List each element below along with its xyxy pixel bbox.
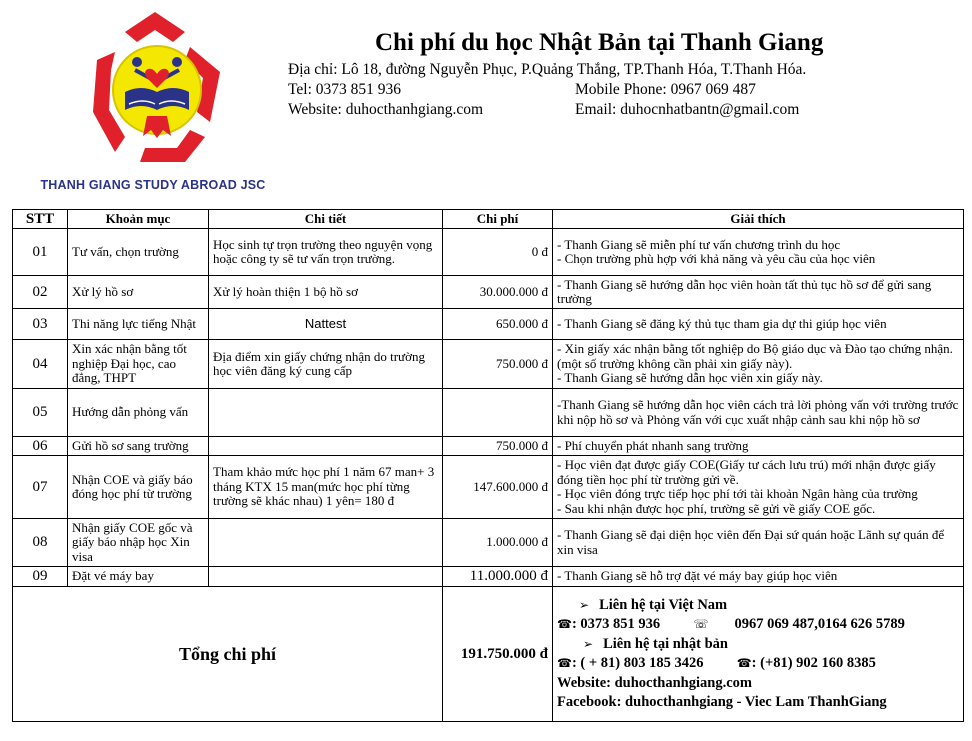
row-stt: 06 [13, 437, 68, 456]
row-cost: 1.000.000 đ [443, 519, 553, 567]
company-logo [28, 10, 278, 195]
row-cost: 147.600.000 đ [443, 456, 553, 519]
row-detail: Nattest [209, 309, 443, 340]
row-detail [209, 389, 443, 437]
header-explain: Giải thích [553, 210, 964, 229]
row-item: Nhận giấy COE gốc và giấy báo nhập học Xin visa [68, 519, 209, 567]
row-item: Đặt vé máy bay [68, 567, 209, 587]
arrow-right-icon: ➢ [583, 636, 594, 651]
table-row [13, 340, 964, 389]
row-explain [553, 340, 964, 389]
contact-info [553, 587, 964, 722]
contact-vn-phone1: : 0373 851 936 [571, 616, 661, 632]
contact-website: Website: duhocthanhgiang.com [557, 674, 752, 691]
row-cost: 30.000.000 đ [443, 276, 553, 309]
row-explain [553, 389, 964, 437]
explain-line: - Thanh Giang sẽ đăng ký thủ tục tham gia dự thi giúp học viên [557, 315, 887, 331]
telephone: Tel: 0373 851 936 [288, 81, 402, 98]
row-stt: 03 [13, 309, 68, 340]
mobile-phone: Mobile Phone: 0967 069 487 [575, 81, 756, 98]
contact-jp-phone2: : (+81) 902 160 8385 [751, 655, 876, 671]
row-item: Xin xác nhận bằng tốt nghiệp Đại học, cao đẳng, THPT [68, 340, 209, 389]
row-item: Thi năng lực tiếng Nhật [68, 309, 209, 340]
table-row [13, 456, 964, 519]
row-explain [553, 309, 964, 340]
explain-line: - Xin giấy xác nhận bằng tốt nghiệp do Bộ giáo dục và Đào tạo chứng nhận.(một số trường không cần phải xin giấy này). [557, 341, 953, 371]
row-stt: 05 [13, 389, 68, 437]
row-detail: Học sinh tự trọn trường theo nguyện vọng hoặc công ty sẽ tư vấn trọn trường. [209, 229, 443, 276]
explain-line: - Phí chuyển phát nhanh sang trường [557, 437, 749, 453]
phone-icon: ☎ [557, 617, 572, 631]
phone-icon: ☎ [557, 656, 572, 670]
header-item: Khoản mục [68, 210, 209, 229]
cost-table [12, 209, 964, 722]
website: Website: duhocthanhgiang.com [288, 101, 484, 118]
contact-vn-heading: Liên hệ tại Việt Nam [599, 596, 728, 613]
row-stt: 04 [13, 340, 68, 389]
table-row [13, 309, 964, 340]
row-stt: 02 [13, 276, 68, 309]
contact-vn-phone2: 0967 069 487,0164 626 5789 [734, 616, 905, 632]
phone-icon: ☏ [693, 617, 709, 631]
total-row [13, 587, 964, 722]
page-title: Chi phí du học Nhật Bản tại Thanh Giang [375, 29, 824, 56]
row-stt: 09 [13, 567, 68, 587]
row-cost [443, 389, 553, 437]
row-cost: 11.000.000 đ [443, 567, 553, 587]
row-cost: 650.000 đ [443, 309, 553, 340]
explain-line: - Thanh Giang sẽ hướng dẫn học viên xin giấy này. [557, 370, 823, 386]
row-detail: Tham khảo mức học phí 1 năm 67 man+ 3 tháng KTX 15 man(mức học phí từng trường sẽ khác nhau) 1 yên= 180 đ [209, 456, 443, 519]
table-row [13, 437, 964, 456]
row-cost: 0 đ [443, 229, 553, 276]
table-row [13, 567, 964, 587]
row-item: Nhận COE và giấy báo đóng học phí từ trường [68, 456, 209, 519]
table-header-row [13, 210, 964, 229]
table-row [13, 519, 964, 567]
row-cost: 750.000 đ [443, 437, 553, 456]
phone-icon: ☎ [736, 656, 752, 670]
row-item: Gửi hồ sơ sang trường [68, 437, 209, 456]
row-item: Tư vấn, chọn trường [68, 229, 209, 276]
row-stt: 07 [13, 456, 68, 519]
explain-line: - Thanh Giang sẽ hướng dẫn học viên hoàn tất thủ tục hồ sơ để gửi sang trường [557, 276, 932, 306]
row-explain [553, 456, 964, 519]
row-explain [553, 437, 964, 456]
explain-line: - Thanh Giang sẽ đại diện học viên đến Đại sứ quán hoặc Lãnh sự quán để xin visa [557, 527, 945, 557]
row-explain [553, 276, 964, 309]
explain-line: - Sau khi nhận được học phí, trường sẽ gửi về giấy COE gốc. [557, 500, 876, 516]
total-cost: 191.750.000 đ [443, 587, 553, 722]
row-explain [553, 519, 964, 567]
table-row [13, 389, 964, 437]
brand-name: THANH GIANG STUDY ABROAD JSC [40, 178, 266, 192]
contact-facebook: Facebook: duhocthanhgiang - Viec Lam ThanhGiang [557, 694, 887, 710]
row-explain [553, 229, 964, 276]
row-detail [209, 567, 443, 587]
row-detail [209, 437, 443, 456]
explain-line: - Thanh Giang sẽ miễn phí tư vấn chương trình du học [557, 236, 841, 252]
contact-jp-heading: Liên hệ tại nhật bản [603, 635, 728, 652]
email: Email: duhocnhatbantn@gmail.com [575, 101, 800, 118]
row-explain [553, 567, 964, 587]
total-label: Tổng chi phí [13, 587, 443, 722]
row-stt: 08 [13, 519, 68, 567]
row-detail: Xử lý hoàn thiện 1 bộ hồ sơ [209, 276, 443, 309]
header-cost: Chi phí [443, 210, 553, 229]
explain-line: - Học viên đóng trực tiếp học phí tới tài khoản Ngân hàng của trường [557, 486, 918, 501]
header [288, 26, 968, 120]
row-stt: 01 [13, 229, 68, 276]
table-row [13, 276, 964, 309]
row-item: Xử lý hồ sơ [68, 276, 209, 309]
explain-line: -Thanh Giang sẽ hướng dẫn học viên cách trả lời phỏng vấn với trường trước khi nộp hồ sơ và Phỏng vấn với cục xuất nhập cảnh sau khi nộp hồ sơ [557, 397, 959, 427]
header-detail: Chi tiết [209, 210, 443, 229]
recycle-book-logo-icon [85, 12, 225, 172]
row-detail: Địa điểm xin giấy chứng nhận do trường học viên đăng ký cung cấp [209, 340, 443, 389]
header-stt: STT [13, 210, 68, 229]
contact-jp-phone1: : ( + 81) 803 185 3426 [571, 655, 704, 671]
explain-line: - Thanh Giang sẽ hỗ trợ đặt vé máy bay giúp học viên [557, 568, 838, 584]
arrow-right-icon: ➢ [579, 597, 590, 612]
row-detail [209, 519, 443, 567]
address: Địa chỉ: Lô 18, đường Nguyễn Phục, P.Quảng Thắng, TP.Thanh Hóa, T.Thanh Hóa. [288, 61, 807, 78]
explain-line: - Học viên đạt được giấy COE(Giấy tư cách lưu trú) mới nhận được giấy đóng tiền học phí từ trường gửi về. [557, 457, 936, 487]
row-cost: 750.000 đ [443, 340, 553, 389]
table-row [13, 229, 964, 276]
explain-line: - Chọn trường phù hợp với khả năng và yêu cầu của học viên [557, 251, 876, 266]
row-item: Hướng dẫn phỏng vấn [68, 389, 209, 437]
